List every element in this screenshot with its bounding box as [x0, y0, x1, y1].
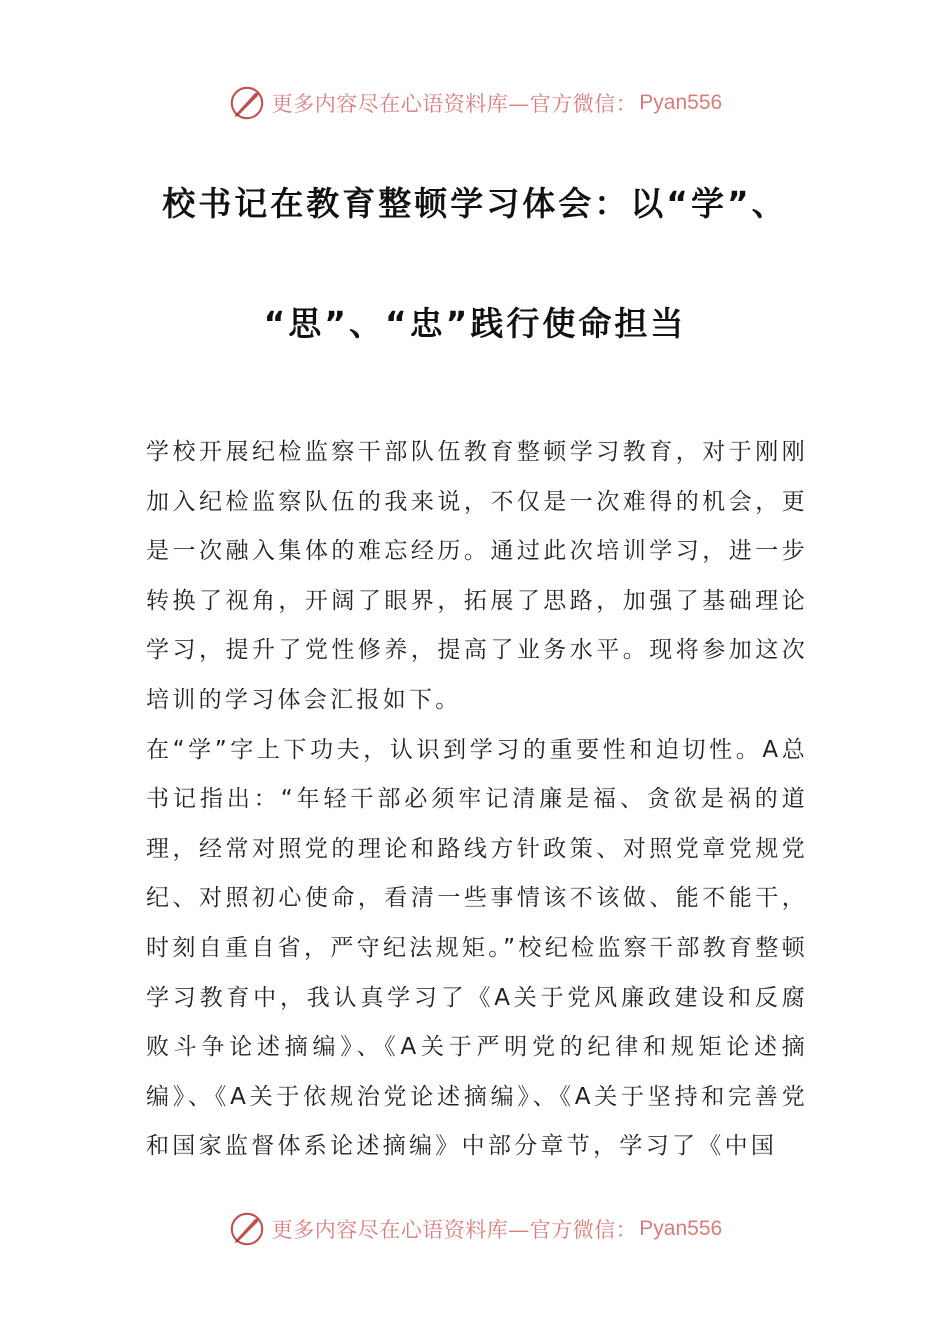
footer-watermark: [0, 1209, 950, 1249]
header-watermark: [0, 83, 950, 123]
paragraph-intro: 学校开展纪检监察干部队伍教育整顿学习教育，对于刚刚加入纪检监察队伍的我来说，不仅是一次难得的机会，更是一次融入集体的难忘经历。通过此次培训学习，进一步转换了视角，开阔了眼界，拓展了思路，加强了基础理论学习，提升了党性修养，提高了业务水平。现将参加这次培训的学习体会汇报如下。: [146, 439, 808, 713]
watermark-wechat-id: Pyan556: [639, 1217, 723, 1240]
watermark-text: 更多内容尽在心语资料库—官方微信：: [271, 1218, 638, 1242]
watermark-text: 更多内容尽在心语资料库—官方微信：: [271, 92, 638, 116]
quill-logo-icon: [228, 1210, 266, 1248]
quill-logo-icon: [228, 84, 266, 122]
document-title-line-1: 校书记在教育整顿学习体会：以“学”、: [162, 184, 788, 223]
paragraph-study: 在“学”字上下功夫，认识到学习的重要性和迫切性。A总书记指出：“年轻干部必须牢记清廉是福、贪欲是祸的道理，经常对照党的理论和路线方针政策、对照党章党规党纪、对照初心使命，看清一些事情该不该做、能不能干，时刻自重自省，严守纪法规矩。”校纪检监察干部教育整顿学习教育中，我认真学习了《A关于党风廉政建设和反腐败斗争论述摘编》、《A关于严明党的纪律和规矩论述摘编》、《A关于依规治党论述摘编》、《A关于坚持和完善党和国家监督体系论述摘编》中部分章节，学习了《中国: [146, 736, 808, 1160]
watermark-wechat-id: Pyan556: [639, 91, 723, 114]
document-title-line-2: “思”、“忠”践行使命担当: [263, 304, 687, 343]
document-body: [146, 428, 808, 1172]
